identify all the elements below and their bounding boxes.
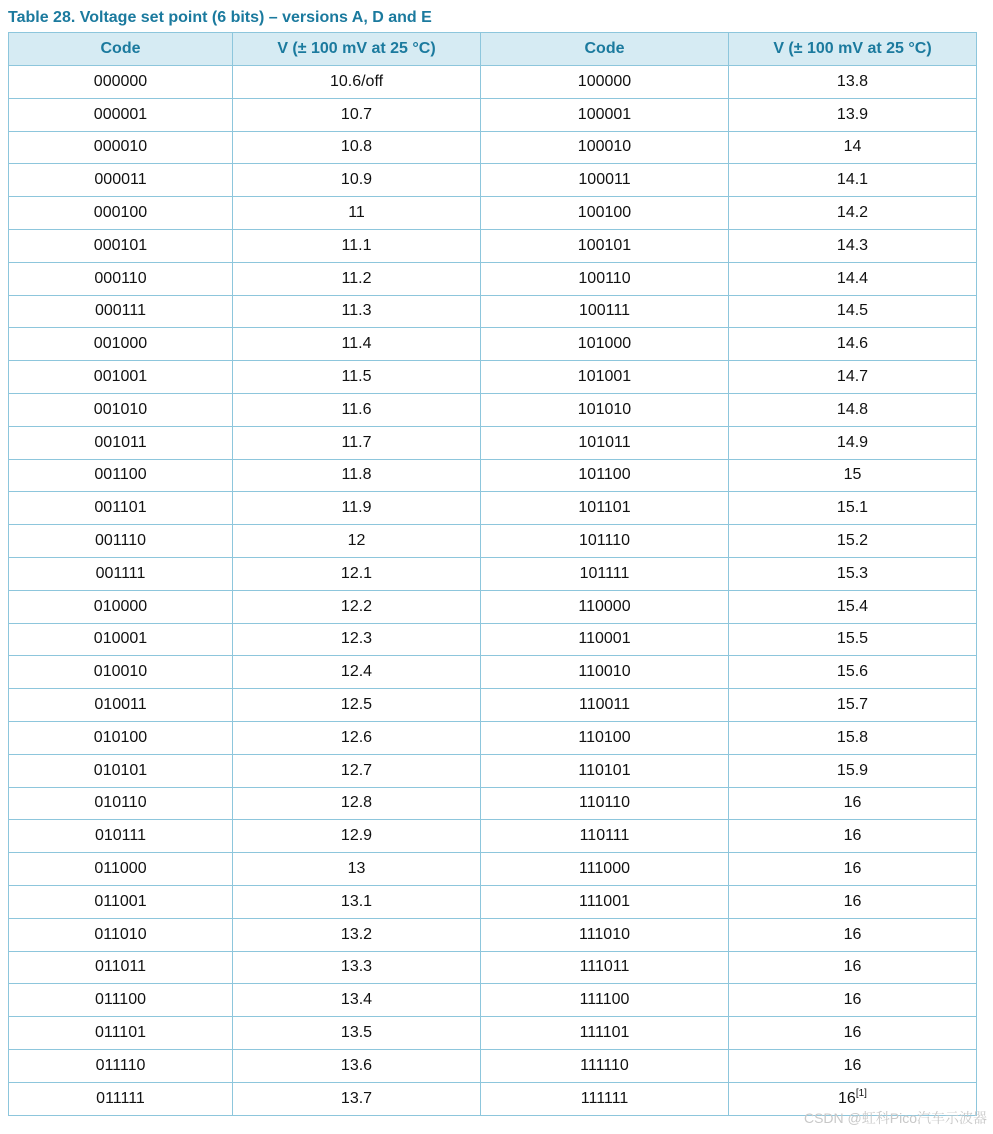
voltage-cell [729,426,977,459]
voltage-cell [729,656,977,689]
header-voltage-right: V (± 100 mV at 25 °C) [729,33,977,66]
voltage-cell [729,328,977,361]
voltage-cell [233,951,481,984]
code-cell [9,262,233,295]
voltage-cell [233,689,481,722]
code-cell [9,820,233,853]
voltage-value: 11.2 [341,269,372,287]
voltage-value: 14.4 [836,269,869,287]
table-row [9,820,977,853]
header-row [9,33,977,66]
table-row [9,131,977,164]
code-value: 101010 [577,400,632,418]
table-row [9,164,977,197]
voltage-cell [729,918,977,951]
code-cell [481,951,729,984]
table-row [9,918,977,951]
voltage-value: 13.3 [340,958,373,976]
code-value: 001010 [93,400,148,418]
table-row [9,426,977,459]
code-cell [481,820,729,853]
code-value: 001100 [94,466,147,484]
table-row [9,853,977,886]
code-cell [481,1017,729,1050]
code-cell [481,164,729,197]
code-value: 000100 [93,204,148,222]
code-cell [481,426,729,459]
code-value: 011010 [94,925,147,943]
code-cell [9,984,233,1017]
code-value: 010000 [93,597,148,615]
voltage-value: 16 [843,1056,862,1074]
code-value: 001111 [95,564,146,582]
voltage-value: 13.1 [340,892,373,910]
code-cell [481,557,729,590]
code-value: 000000 [93,72,148,90]
voltage-cell [729,623,977,656]
voltage-cell [729,689,977,722]
voltage-value: 14.8 [836,400,869,418]
table-row [9,328,977,361]
code-cell [481,689,729,722]
voltage-cell [729,853,977,886]
voltage-value: 14.9 [836,433,869,451]
voltage-cell [233,590,481,623]
voltage-cell [729,98,977,131]
voltage-value: 16 [843,958,862,976]
code-value: 101001 [577,368,632,386]
voltage-cell [233,262,481,295]
code-cell [481,1049,729,1082]
voltage-cell [233,656,481,689]
voltage-cell [729,820,977,853]
voltage-cell [233,754,481,787]
table-row [9,754,977,787]
voltage-cell [233,1017,481,1050]
code-value: 010111 [94,827,146,845]
code-value: 111001 [578,892,630,910]
voltage-value: 16 [843,1024,862,1041]
voltage-value: 11.5 [341,368,372,386]
voltage-cell [729,361,977,394]
table-row [9,656,977,689]
code-cell [481,885,729,918]
code-cell [9,131,233,164]
code-cell [9,918,233,951]
code-value: 100011 [578,171,631,189]
code-cell [481,295,729,328]
voltage-value: 15.3 [836,564,869,582]
voltage-value: 16 [843,794,862,812]
voltage-cell [233,984,481,1017]
voltage-value: 16 [838,1089,856,1107]
voltage-cell [233,492,481,525]
voltage-cell [729,492,977,525]
voltage-value: 13.8 [836,72,869,90]
voltage-value: 12.5 [340,696,373,714]
voltage-value: 10.9 [340,171,373,189]
table-row [9,361,977,394]
code-value: 001110 [94,532,146,550]
code-cell [9,459,233,492]
code-cell [9,426,233,459]
code-cell [481,98,729,131]
code-cell [481,754,729,787]
voltage-cell [233,557,481,590]
voltage-cell [729,1049,977,1082]
voltage-cell [233,525,481,558]
voltage-value: 15.7 [836,696,869,714]
voltage-cell [729,951,977,984]
voltage-value: 14.5 [836,302,869,320]
code-value: 011100 [94,991,146,1009]
code-cell [9,721,233,754]
voltage-cell [233,721,481,754]
code-value: 100100 [577,204,632,222]
code-cell [9,689,233,722]
table-row [9,492,977,525]
voltage-cell [729,525,977,558]
code-cell [9,1082,233,1115]
voltage-cell [233,164,481,197]
code-value: 111101 [579,1024,630,1041]
header-voltage-left: V (± 100 mV at 25 °C) [233,33,481,66]
voltage-cell [729,984,977,1017]
voltage-value: 15.1 [836,499,869,517]
voltage-value: 14.6 [836,335,869,353]
code-cell [481,328,729,361]
header-code-left: Code [9,33,233,66]
voltage-value: 14.3 [836,236,869,254]
code-value: 110100 [578,728,631,746]
table-row [9,66,977,99]
voltage-value: 15.8 [836,728,869,746]
voltage-value: 10.7 [340,105,373,123]
code-cell [481,984,729,1017]
table-caption: Table 28. Voltage set point (6 bits) – versions A, D and E [8,9,432,26]
footnote-reference: [1] [855,1087,867,1099]
voltage-cell [729,262,977,295]
code-value: 111000 [578,860,630,878]
code-value: 000011 [94,171,147,189]
code-value: 011111 [96,1089,145,1107]
voltage-cell [233,426,481,459]
header-code-right: Code [481,33,729,66]
code-value: 000101 [93,236,148,254]
code-cell [9,853,233,886]
code-value: 010001 [93,630,148,648]
code-cell [9,393,233,426]
voltage-value: 11.1 [341,236,372,254]
voltage-value: 13.7 [340,1089,373,1107]
table-row [9,689,977,722]
code-cell [481,459,729,492]
code-cell [9,885,233,918]
voltage-cell [729,754,977,787]
voltage-cell [729,590,977,623]
voltage-value: 11.7 [341,433,372,451]
voltage-cell [233,918,481,951]
code-value: 000110 [94,269,147,287]
voltage-value: 14.1 [836,171,869,189]
voltage-cell [729,164,977,197]
voltage-value: 11.4 [341,335,372,353]
code-value: 101100 [578,466,631,484]
voltage-value: 14 [843,138,862,156]
code-cell [481,590,729,623]
voltage-cell [233,66,481,99]
voltage-value: 16 [843,892,862,910]
code-cell [9,787,233,820]
code-value: 010011 [94,696,147,714]
code-value: 110000 [578,597,631,615]
code-value: 010010 [93,663,148,681]
table-row [9,590,977,623]
code-value: 011101 [94,1024,146,1041]
voltage-cell [729,66,977,99]
voltage-cell [233,1082,481,1115]
voltage-value: 15.4 [836,597,869,615]
voltage-cell [233,1049,481,1082]
code-cell [9,590,233,623]
voltage-value: 13.2 [340,925,373,943]
code-value: 011000 [94,860,147,878]
code-cell [481,262,729,295]
code-value: 110001 [578,630,631,648]
voltage-cell [729,459,977,492]
code-value: 110110 [578,794,630,812]
code-value: 010101 [93,761,148,779]
voltage-value: 13 [347,860,366,878]
voltage-cell [233,98,481,131]
code-value: 101101 [578,499,631,517]
code-cell [9,328,233,361]
voltage-value: 15.5 [836,630,869,648]
voltage-value: 10.6/off [329,72,384,90]
code-value: 001101 [94,499,147,517]
voltage-cell [729,721,977,754]
table-row [9,295,977,328]
code-value: 011110 [95,1056,146,1074]
code-value: 100101 [577,236,632,254]
code-cell [9,754,233,787]
voltage-value: 12.6 [340,728,373,746]
table-row [9,721,977,754]
code-value: 010100 [93,728,148,746]
code-cell [481,492,729,525]
voltage-cell [233,885,481,918]
code-value: 001000 [93,335,148,353]
code-value: 111111 [580,1089,629,1107]
voltage-value: 14.7 [836,368,869,386]
voltage-value: 11.9 [341,499,372,517]
code-cell [481,1082,729,1115]
voltage-value: 11 [348,204,365,222]
code-cell [481,623,729,656]
voltage-cell [729,197,977,230]
code-value: 100110 [578,269,631,287]
voltage-value: 13.6 [340,1056,373,1074]
voltage-cell [729,1017,977,1050]
voltage-cell [729,131,977,164]
code-value: 011011 [94,958,146,976]
code-value: 001001 [93,368,148,386]
voltage-cell [233,853,481,886]
voltage-cell [233,623,481,656]
table-row [9,787,977,820]
watermark: CSDN @虹科Pico汽车示波器 [803,1110,987,1126]
code-value: 101110 [578,532,630,550]
voltage-value: 14.2 [836,204,869,222]
code-cell [9,361,233,394]
voltage-value: 12.2 [340,597,373,615]
voltage-value: 13.5 [340,1024,373,1041]
code-value: 010110 [94,794,147,812]
code-value: 101000 [577,335,632,353]
code-cell [9,557,233,590]
code-value: 110010 [578,663,631,681]
code-cell [481,721,729,754]
voltage-value: 16 [843,827,862,845]
code-value: 111110 [580,1056,629,1074]
voltage-value: 11.3 [341,302,372,320]
voltage-cell [233,229,481,262]
voltage-cell [233,328,481,361]
voltage-value: 16 [843,925,862,943]
code-cell [9,525,233,558]
code-cell [481,66,729,99]
voltage-cell [729,295,977,328]
table-row [9,393,977,426]
code-value: 111011 [579,958,630,976]
voltage-cell [233,787,481,820]
voltage-value: 12.7 [340,761,373,779]
table-row [9,525,977,558]
voltage-cell [233,361,481,394]
voltage-cell [233,295,481,328]
code-value: 100010 [577,138,632,156]
code-cell [9,656,233,689]
voltage-value: 11.8 [341,466,372,484]
voltage-cell [233,393,481,426]
voltage-value: 15.2 [836,532,869,550]
code-cell [481,656,729,689]
code-cell [481,787,729,820]
voltage-value: 12.3 [340,630,373,648]
code-value: 100001 [577,105,632,123]
voltage-cell [729,885,977,918]
code-cell [481,361,729,394]
voltage-cell [233,197,481,230]
table-row [9,459,977,492]
voltage-cell [233,820,481,853]
code-cell [9,623,233,656]
voltage-value: 15.9 [836,761,869,779]
code-cell [481,525,729,558]
code-value: 111010 [578,925,630,943]
table-row [9,557,977,590]
voltage-value: 11.6 [341,400,372,418]
voltage-value: 12 [347,532,366,550]
voltage-set-point-table [8,32,977,1116]
code-value: 101111 [579,564,630,582]
voltage-value: 15 [843,466,862,484]
table-body [9,66,977,1116]
code-value: 100000 [577,72,632,90]
table-row [9,885,977,918]
table-row [9,1049,977,1082]
voltage-cell [233,459,481,492]
code-cell [481,918,729,951]
table-row [9,197,977,230]
code-cell [9,1049,233,1082]
voltage-cell [729,393,977,426]
code-cell [9,197,233,230]
voltage-value: 12.4 [340,663,373,681]
code-value: 110011 [578,696,630,714]
code-value: 000111 [94,302,146,320]
voltage-cell [233,131,481,164]
code-cell [9,295,233,328]
voltage-cell [729,787,977,820]
code-cell [9,98,233,131]
code-value: 110101 [578,761,631,779]
code-cell [9,951,233,984]
code-value: 011001 [94,892,147,910]
code-cell [481,131,729,164]
voltage-value: 12.9 [340,827,373,845]
voltage-value: 13.9 [836,105,869,123]
table-row [9,1017,977,1050]
table-row [9,984,977,1017]
code-cell [481,229,729,262]
code-cell [9,229,233,262]
code-value: 101011 [578,433,631,451]
code-cell [9,164,233,197]
voltage-value: 10.8 [340,138,373,156]
voltage-cell [729,557,977,590]
voltage-value: 13.4 [340,991,373,1009]
code-cell [481,197,729,230]
voltage-value: 16 [843,991,862,1009]
table-row [9,951,977,984]
voltage-value: 16 [843,860,862,878]
code-value: 111100 [579,991,630,1009]
code-cell [9,1017,233,1050]
code-value: 001011 [94,433,147,451]
code-cell [481,393,729,426]
code-cell [481,853,729,886]
voltage-value: 15.6 [836,663,869,681]
voltage-cell [729,229,977,262]
code-value: 110111 [579,827,630,845]
code-value: 000001 [93,105,148,123]
code-cell [9,66,233,99]
table-row [9,98,977,131]
table-row [9,229,977,262]
code-value: 100111 [578,302,630,320]
code-value: 000010 [93,138,148,156]
table-row [9,262,977,295]
table-row [9,623,977,656]
voltage-value: 12.8 [340,794,373,812]
code-cell [9,492,233,525]
voltage-value: 12.1 [340,564,373,582]
